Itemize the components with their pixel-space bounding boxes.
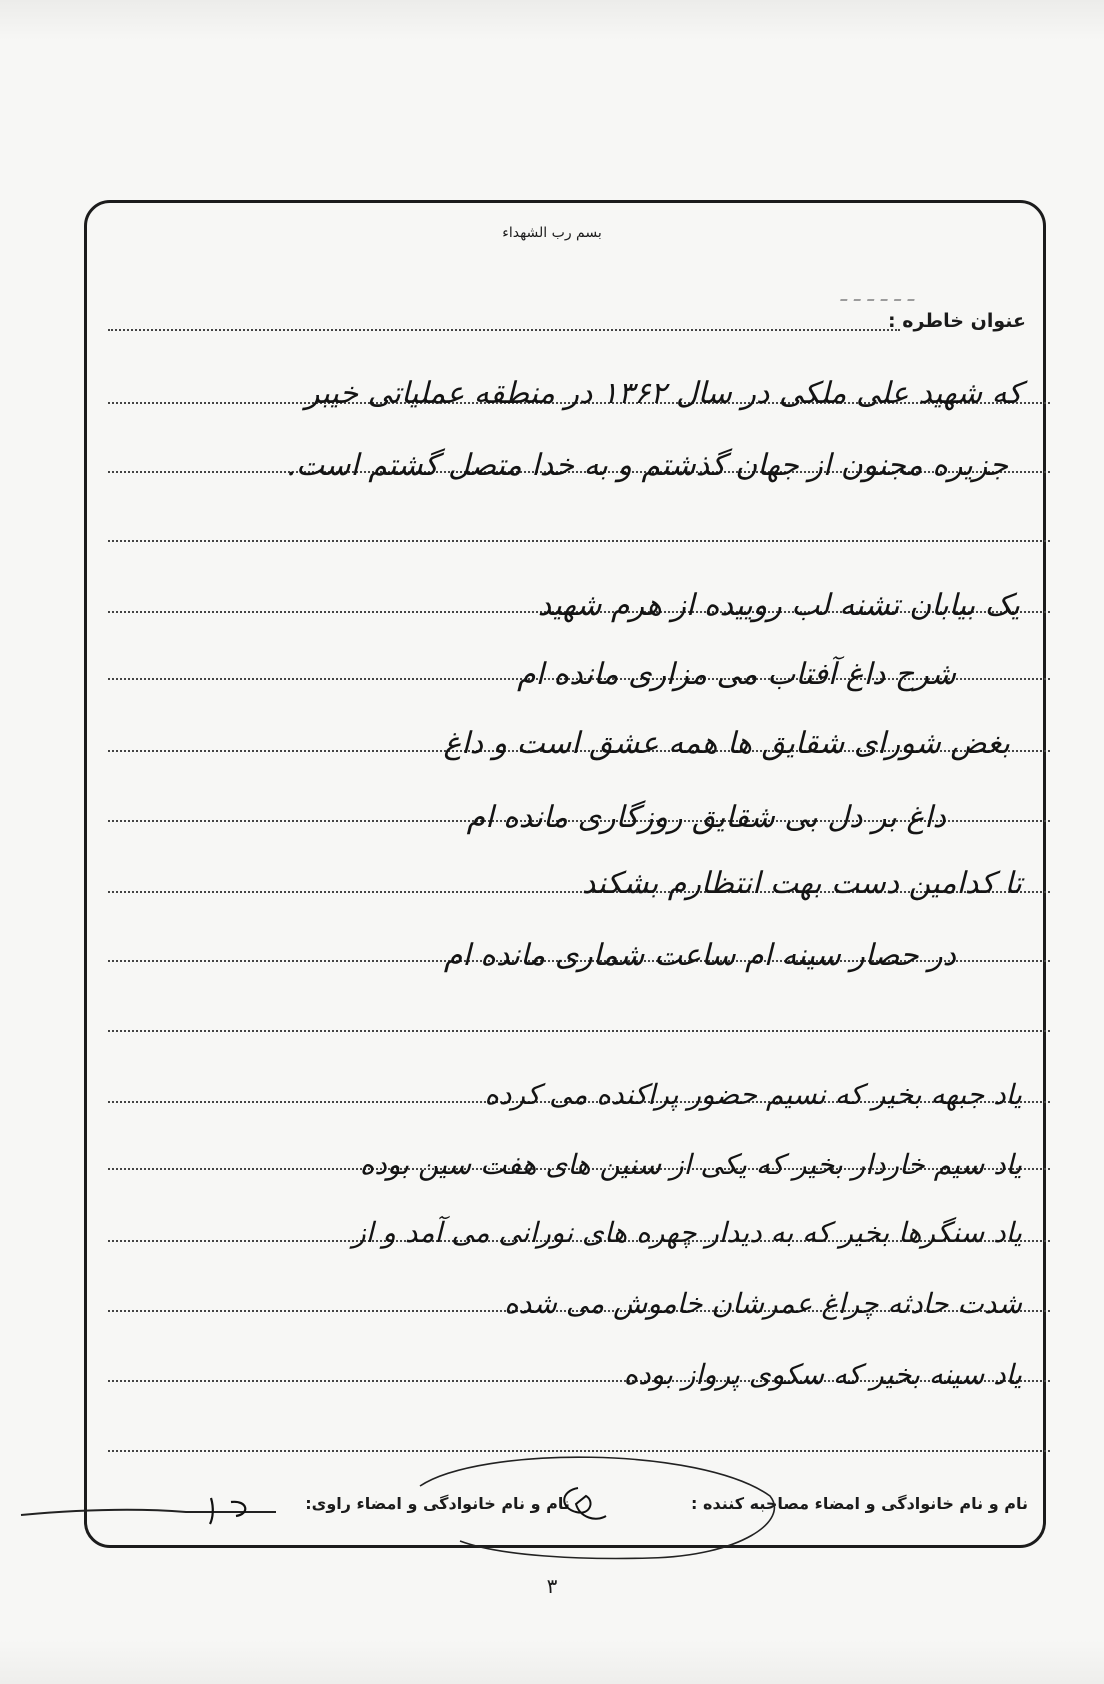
narrator-signature-label: نام و نام خانوادگی و امضاء راوی: [305,1494,570,1513]
signature-scribble-loop [400,1446,790,1566]
memoir-title-label: عنوان خاطره : [888,310,1026,332]
handwritten-line: یک بیابان تشنه لب روییده از هرم شهید [537,588,1020,623]
interviewer-signature-label: نام و نام خانوادگی و امضاء مصاحبه کننده : [691,1494,1028,1513]
handwritten-line: بغض شورای شقایق ها همه عشق است و داغ [443,726,1010,761]
handwritten-line: شرح داغ آفتاب می مزاری مانده ام [517,657,956,692]
handwritten-line: یاد سیم خاردار بخیر که یکی از سنین های هفت سین بوده [359,1148,1022,1181]
handwritten-line: یاد سنگرها بخیر که به دیدار چهره های نورانی می آمد و از [352,1216,1022,1249]
handwritten-line: یاد سینه بخیر که سکوی پرواز بوده [623,1358,1022,1391]
ruled-line [108,1030,1050,1032]
ruled-line [108,540,1050,542]
narrator-signature-scribble [16,1490,286,1530]
handwritten-line: یاد جبهه بخیر که نسیم حضور پراکنده می کرده [484,1078,1022,1111]
handwritten-line: داغ بر دل بی شقایق روزگاری مانده ام [466,800,946,835]
title-dotted-line [108,329,900,331]
handwritten-line: شدت حادثه چراغ عمرشان خاموش می شده [504,1287,1022,1320]
page-number: ۳ [546,1574,558,1598]
faded-title-trace: ـ ـ ـ ـ ـ ـ [840,282,914,307]
handwritten-line: تا کدامین دست بهت انتظارم بشکند [581,866,1022,901]
handwritten-line: جزیره مجنون از جهان گذشتم و به خدا متصل گشتم است. [286,448,1008,483]
handwritten-line: در حصار سینه ام ساعت شماری مانده ام [443,938,956,973]
handwritten-line: که شهید علی ملکی در سال ۱۳۶۲ در منطقه عملیاتی خیبر [304,376,1022,411]
form-header: بسم رب الشهداء [502,225,602,241]
